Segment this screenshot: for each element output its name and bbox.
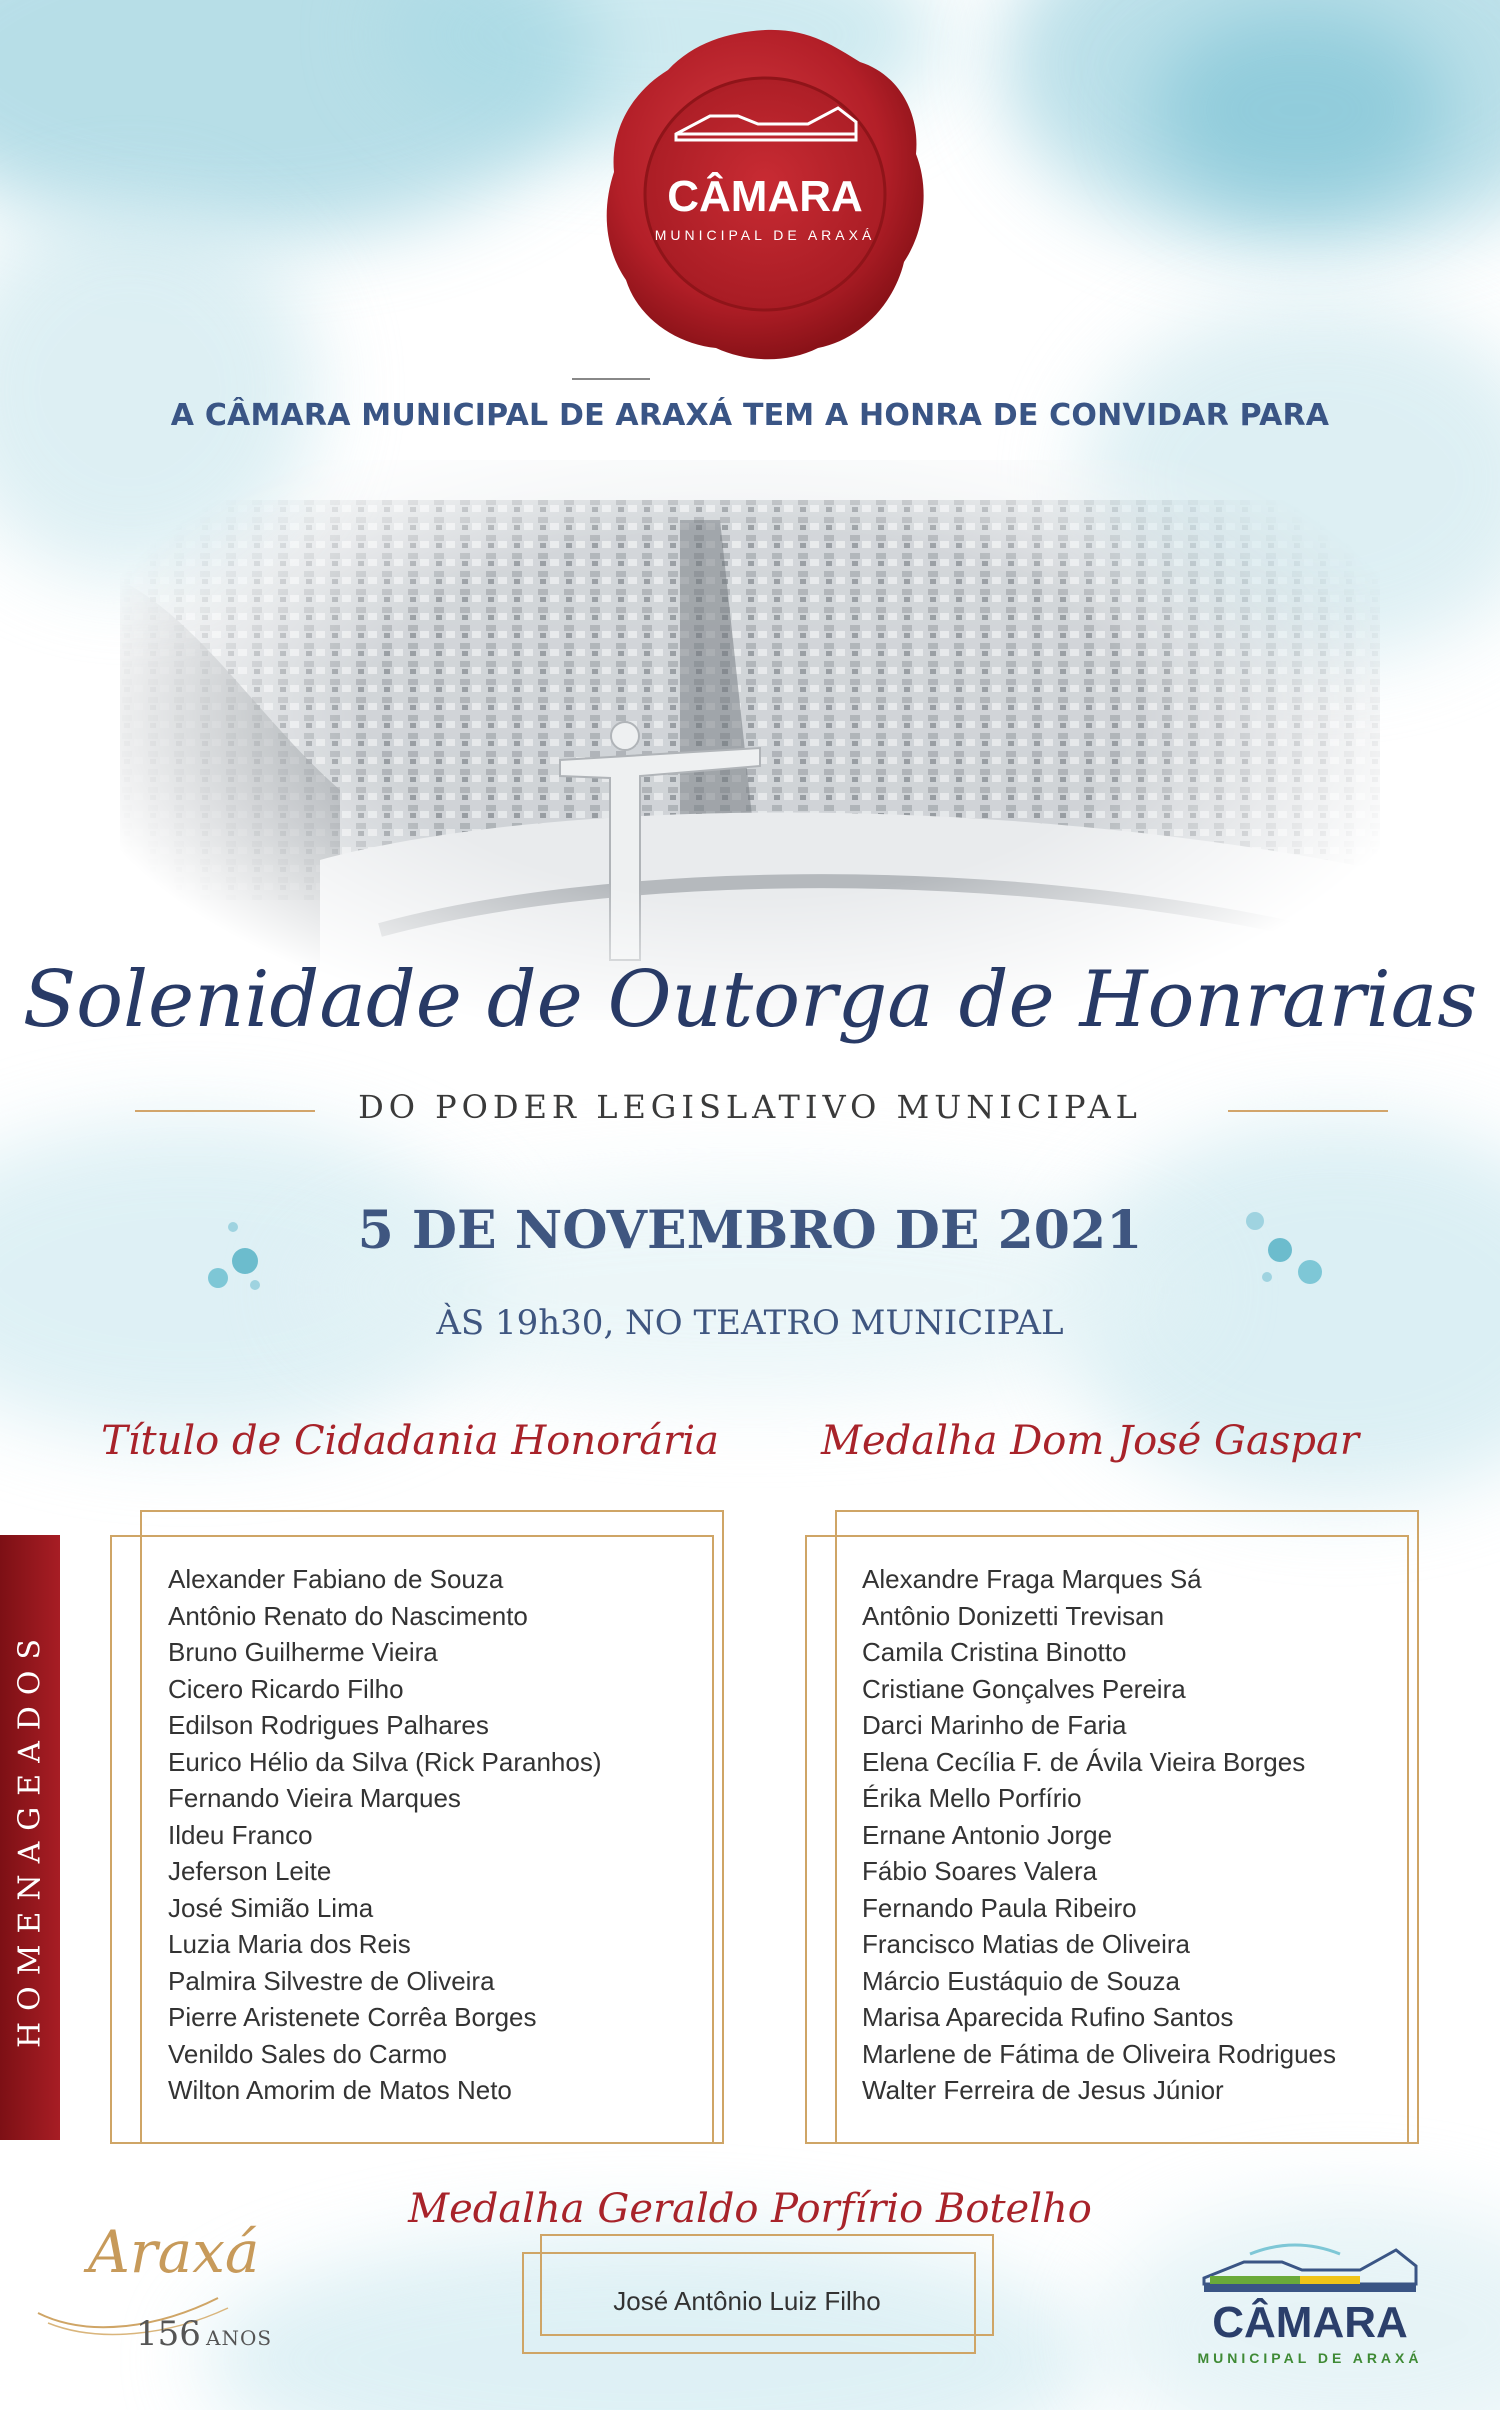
list-item: Fernando Paula Ribeiro <box>862 1892 1137 1923</box>
event-time-place: ÀS 19h30, NO TEATRO MUNICIPAL <box>436 1303 1064 1343</box>
award-title-cidadania: Título de Cidadania Honorária <box>101 1418 719 1464</box>
footer-subtitle: MUNICIPAL DE ARAXÁ <box>1197 2350 1423 2366</box>
list-item: Wilton Amorim de Matos Neto <box>168 2075 512 2105</box>
award-title-dom-jose-gaspar: Medalha Dom José Gaspar <box>821 1418 1359 1464</box>
list-item: Jeferson Leite <box>168 1856 332 1886</box>
gaspar-name-list <box>862 1561 1336 2109</box>
footer-brand: CÂMARA <box>1212 2298 1408 2347</box>
list-item: Érika Mello Porfírio <box>862 1783 1082 1813</box>
homenageados-band <box>0 1535 60 2140</box>
list-item: Francisco Matias de Oliveira <box>862 1929 1190 1959</box>
list-item: Cicero Ricardo Filho <box>168 1673 404 1704</box>
porfirio-honoree: José Antônio Luiz Filho <box>613 2286 881 2316</box>
seal-subtitle: MUNICIPAL DE ARAXÁ <box>654 227 876 243</box>
list-item: Fernando Vieira Marques <box>168 1783 461 1813</box>
list-item: Marlene de Fátima de Oliveira Rodrigues <box>862 2038 1336 2069</box>
list-item: Antônio Donizetti Trevisan <box>862 1600 1165 1631</box>
list-item: Edilson Rodrigues Palhares <box>168 1710 489 1740</box>
list-item: Fábio Soares Valera <box>862 1856 1098 1886</box>
event-subtitle: DO PODER LEGISLATIVO MUNICIPAL <box>358 1088 1142 1126</box>
award-title-geraldo-porfirio: Medalha Geraldo Porfírio Botelho <box>408 2186 1092 2232</box>
list-item: Walter Ferreira de Jesus Júnior <box>862 2075 1224 2105</box>
araxa-anniversary-logo <box>28 2218 298 2368</box>
city-aerial-photo <box>120 460 1380 1020</box>
list-item: Márcio Eustáquio de Souza <box>862 1965 1180 1996</box>
seal-brand: CÂMARA <box>667 172 863 221</box>
camara-footer-logo <box>1190 2232 1430 2382</box>
cidadania-name-list <box>168 1561 602 2109</box>
wax-seal <box>598 22 932 368</box>
list-item: Eurico Hélio da Silva (Rick Paranhos) <box>168 1746 602 1777</box>
list-item: Camila Cristina Binotto <box>862 1637 1127 1667</box>
list-item: Darci Marinho de Faria <box>862 1710 1127 1740</box>
event-date: 5 DE NOVEMBRO DE 2021 <box>357 1200 1143 1261</box>
list-item: Elena Cecília F. de Ávila Vieira Borges <box>862 1746 1306 1777</box>
invite-divider <box>572 378 650 380</box>
list-item: Alexander Fabiano de Souza <box>168 1564 504 1594</box>
list-item: Venildo Sales do Carmo <box>168 2038 447 2069</box>
list-item: Palmira Silvestre de Oliveira <box>168 1965 495 1996</box>
araxa-name: Araxá <box>88 2218 260 2286</box>
araxa-years: 156 ANOS <box>136 2314 273 2354</box>
list-item: Luzia Maria dos Reis <box>168 1929 411 1959</box>
list-item: Pierre Aristenete Corrêa Borges <box>168 2002 537 2032</box>
subtitle-rule-right <box>1228 1110 1388 1112</box>
list-item: José Simião Lima <box>168 1892 374 1923</box>
list-item: Cristiane Gonçalves Pereira <box>862 1673 1186 1704</box>
list-item: Ernane Antonio Jorge <box>862 1819 1113 1850</box>
list-item: Ildeu Franco <box>168 1819 313 1850</box>
list-item: Marisa Aparecida Rufino Santos <box>862 2002 1234 2032</box>
homenageados-label: HOMENAGEADOS <box>12 1627 48 2048</box>
list-item: Antônio Renato do Nascimento <box>168 1600 528 1631</box>
event-title: Solenidade de Outorga de Honrarias <box>22 955 1478 1045</box>
list-item: Bruno Guilherme Vieira <box>168 1637 438 1667</box>
list-item: Alexandre Fraga Marques Sá <box>862 1564 1202 1594</box>
invite-text: A CÂMARA MUNICIPAL DE ARAXÁ TEM A HONRA DE CONVIDAR PARA <box>170 398 1330 433</box>
